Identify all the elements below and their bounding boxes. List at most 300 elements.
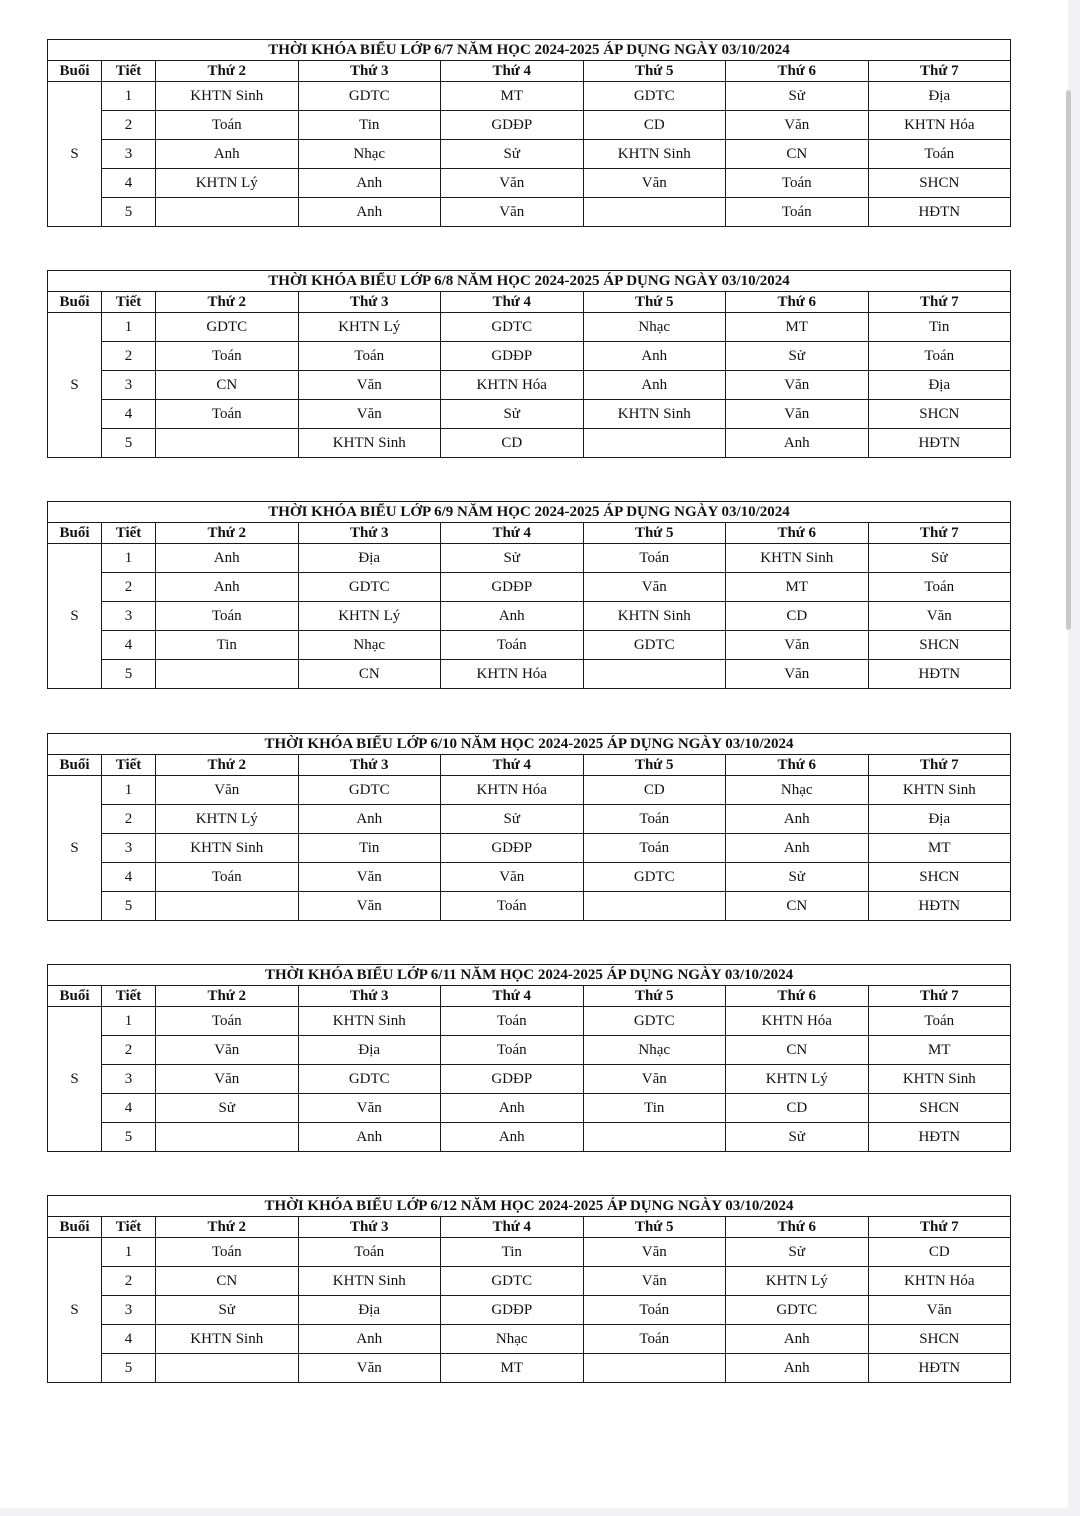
- period-cell: 4: [102, 169, 156, 198]
- table-row: [48, 631, 1011, 660]
- table-row: [48, 198, 1011, 227]
- period-cell: 1: [102, 776, 156, 805]
- subject-cell: Anh: [726, 805, 869, 834]
- subject-cell: Anh: [583, 371, 726, 400]
- subject-cell: CN: [726, 140, 869, 169]
- subject-cell: KHTN Sinh: [298, 429, 441, 458]
- header-row: [48, 292, 1011, 313]
- subject-cell: Tin: [156, 631, 299, 660]
- header-day: Thứ 3: [298, 1217, 441, 1238]
- header-day: Thứ 6: [726, 292, 869, 313]
- period-cell: 5: [102, 660, 156, 689]
- subject-cell: Anh: [298, 1325, 441, 1354]
- subject-cell: Toán: [298, 342, 441, 371]
- header-day: Thứ 5: [583, 61, 726, 82]
- subject-cell: Anh: [726, 429, 869, 458]
- subject-cell: Địa: [868, 805, 1011, 834]
- session-cell: S: [48, 544, 102, 689]
- period-cell: 3: [102, 1296, 156, 1325]
- subject-cell: Anh: [726, 1354, 869, 1383]
- header-day: Thứ 3: [298, 523, 441, 544]
- subject-cell: Toán: [583, 544, 726, 573]
- subject-cell: MT: [441, 82, 584, 111]
- period-cell: 2: [102, 111, 156, 140]
- subject-cell: Toán: [441, 892, 584, 921]
- header-day: Thứ 5: [583, 755, 726, 776]
- header-day: Thứ 3: [298, 986, 441, 1007]
- header-day: Thứ 2: [156, 523, 299, 544]
- timetable-title: THỜI KHÓA BIỂU LỚP 6/7 NĂM HỌC 2024-2025 ÁP DỤNG NGÀY 03/10/2024: [48, 40, 1011, 61]
- subject-cell: Anh: [441, 1094, 584, 1123]
- session-cell: S: [48, 1238, 102, 1383]
- subject-cell: SHCN: [868, 1325, 1011, 1354]
- header-day: Thứ 2: [156, 292, 299, 313]
- subject-cell: CN: [156, 371, 299, 400]
- table-row: [48, 1354, 1011, 1383]
- subject-cell: Anh: [726, 1325, 869, 1354]
- subject-cell: CN: [298, 660, 441, 689]
- subject-cell: Địa: [868, 82, 1011, 111]
- subject-cell: GDĐP: [441, 1296, 584, 1325]
- table-row: [48, 400, 1011, 429]
- header-row: [48, 986, 1011, 1007]
- subject-cell: GDTC: [726, 1296, 869, 1325]
- subject-cell: [156, 198, 299, 227]
- period-cell: 5: [102, 1354, 156, 1383]
- subject-cell: HĐTN: [868, 660, 1011, 689]
- period-cell: 5: [102, 198, 156, 227]
- subject-cell: GDĐP: [441, 111, 584, 140]
- subject-cell: Văn: [583, 1267, 726, 1296]
- header-day: Thứ 5: [583, 986, 726, 1007]
- subject-cell: Anh: [441, 1123, 584, 1152]
- subject-cell: Toán: [868, 342, 1011, 371]
- subject-cell: GDTC: [298, 82, 441, 111]
- subject-cell: [583, 892, 726, 921]
- subject-cell: SHCN: [868, 169, 1011, 198]
- vertical-scrollbar[interactable]: [1066, 90, 1071, 630]
- subject-cell: Anh: [156, 573, 299, 602]
- subject-cell: [583, 1354, 726, 1383]
- subject-cell: Sử: [441, 544, 584, 573]
- subject-cell: Văn: [583, 169, 726, 198]
- subject-cell: Toán: [156, 400, 299, 429]
- table-row: [48, 1296, 1011, 1325]
- subject-cell: Toán: [868, 573, 1011, 602]
- header-day: Thứ 6: [726, 523, 869, 544]
- subject-cell: GDTC: [441, 1267, 584, 1296]
- subject-cell: Tin: [298, 834, 441, 863]
- header-day: Thứ 7: [868, 292, 1011, 313]
- header-day: Thứ 4: [441, 523, 584, 544]
- session-cell: S: [48, 82, 102, 227]
- subject-cell: HĐTN: [868, 429, 1011, 458]
- subject-cell: Toán: [441, 1036, 584, 1065]
- subject-cell: Văn: [726, 400, 869, 429]
- header-session: Buổi: [48, 986, 102, 1007]
- table-row: [48, 660, 1011, 689]
- subject-cell: Văn: [726, 111, 869, 140]
- header-day: Thứ 2: [156, 986, 299, 1007]
- subject-cell: Anh: [726, 834, 869, 863]
- subject-cell: Toán: [583, 834, 726, 863]
- header-period: Tiết: [102, 755, 156, 776]
- subject-cell: Anh: [441, 602, 584, 631]
- subject-cell: [583, 1123, 726, 1152]
- subject-cell: Địa: [868, 371, 1011, 400]
- subject-cell: Toán: [583, 1325, 726, 1354]
- header-day: Thứ 2: [156, 755, 299, 776]
- subject-cell: [156, 892, 299, 921]
- subject-cell: GDĐP: [441, 1065, 584, 1094]
- header-day: Thứ 4: [441, 986, 584, 1007]
- subject-cell: Nhạc: [726, 776, 869, 805]
- table-row: [48, 1036, 1011, 1065]
- subject-cell: KHTN Hóa: [726, 1007, 869, 1036]
- header-day: Thứ 5: [583, 292, 726, 313]
- table-row: [48, 82, 1011, 111]
- period-cell: 3: [102, 602, 156, 631]
- subject-cell: Văn: [156, 1036, 299, 1065]
- subject-cell: Nhạc: [583, 313, 726, 342]
- subject-cell: Toán: [583, 805, 726, 834]
- header-session: Buổi: [48, 1217, 102, 1238]
- header-row: [48, 523, 1011, 544]
- table-row: [48, 863, 1011, 892]
- subject-cell: Sử: [868, 544, 1011, 573]
- table-row: [48, 805, 1011, 834]
- table-row: [48, 169, 1011, 198]
- subject-cell: Toán: [156, 863, 299, 892]
- subject-cell: CD: [441, 429, 584, 458]
- header-day: Thứ 5: [583, 523, 726, 544]
- header-period: Tiết: [102, 292, 156, 313]
- header-day: Thứ 7: [868, 1217, 1011, 1238]
- subject-cell: Văn: [298, 892, 441, 921]
- subject-cell: KHTN Lý: [726, 1065, 869, 1094]
- header-row: [48, 755, 1011, 776]
- subject-cell: SHCN: [868, 1094, 1011, 1123]
- subject-cell: Sử: [726, 342, 869, 371]
- subject-cell: Nhạc: [583, 1036, 726, 1065]
- subject-cell: Văn: [298, 1094, 441, 1123]
- period-cell: 4: [102, 1094, 156, 1123]
- subject-cell: SHCN: [868, 400, 1011, 429]
- subject-cell: Văn: [156, 1065, 299, 1094]
- table-row: [48, 776, 1011, 805]
- subject-cell: KHTN Hóa: [441, 660, 584, 689]
- subject-cell: Anh: [298, 169, 441, 198]
- timetable-title: THỜI KHÓA BIỂU LỚP 6/8 NĂM HỌC 2024-2025 ÁP DỤNG NGÀY 03/10/2024: [48, 271, 1011, 292]
- subject-cell: Địa: [298, 1296, 441, 1325]
- header-day: Thứ 6: [726, 755, 869, 776]
- subject-cell: Toán: [298, 1238, 441, 1267]
- subject-cell: Tin: [868, 313, 1011, 342]
- subject-cell: GDĐP: [441, 573, 584, 602]
- subject-cell: Văn: [441, 198, 584, 227]
- header-day: Thứ 4: [441, 292, 584, 313]
- header-day: Thứ 2: [156, 1217, 299, 1238]
- session-cell: S: [48, 776, 102, 921]
- subject-cell: CD: [726, 1094, 869, 1123]
- subject-cell: GDTC: [583, 631, 726, 660]
- table-row: [48, 1065, 1011, 1094]
- header-day: Thứ 6: [726, 986, 869, 1007]
- period-cell: 1: [102, 82, 156, 111]
- subject-cell: SHCN: [868, 863, 1011, 892]
- subject-cell: KHTN Sinh: [156, 1325, 299, 1354]
- subject-cell: CD: [726, 602, 869, 631]
- subject-cell: KHTN Lý: [298, 602, 441, 631]
- header-session: Buổi: [48, 523, 102, 544]
- subject-cell: HĐTN: [868, 198, 1011, 227]
- subject-cell: Anh: [583, 342, 726, 371]
- subject-cell: Nhạc: [298, 631, 441, 660]
- subject-cell: Anh: [298, 198, 441, 227]
- subject-cell: Toán: [156, 342, 299, 371]
- subject-cell: Toán: [868, 140, 1011, 169]
- subject-cell: Nhạc: [298, 140, 441, 169]
- subject-cell: Anh: [298, 805, 441, 834]
- subject-cell: Văn: [583, 1065, 726, 1094]
- table-row: [48, 1238, 1011, 1267]
- subject-cell: [156, 660, 299, 689]
- period-cell: 1: [102, 1238, 156, 1267]
- timetable-title: THỜI KHÓA BIỂU LỚP 6/9 NĂM HỌC 2024-2025 ÁP DỤNG NGÀY 03/10/2024: [48, 502, 1011, 523]
- header-day: Thứ 7: [868, 755, 1011, 776]
- table-row: [48, 429, 1011, 458]
- subject-cell: Văn: [583, 1238, 726, 1267]
- table-row: [48, 1325, 1011, 1354]
- subject-cell: KHTN Sinh: [298, 1007, 441, 1036]
- timetable: [47, 733, 1011, 921]
- table-row: [48, 573, 1011, 602]
- subject-cell: GDTC: [441, 313, 584, 342]
- subject-cell: Văn: [156, 776, 299, 805]
- table-row: [48, 1267, 1011, 1296]
- table-row: [48, 313, 1011, 342]
- period-cell: 4: [102, 400, 156, 429]
- session-cell: S: [48, 1007, 102, 1152]
- subject-cell: KHTN Sinh: [868, 776, 1011, 805]
- period-cell: 4: [102, 1325, 156, 1354]
- subject-cell: CD: [583, 111, 726, 140]
- header-period: Tiết: [102, 1217, 156, 1238]
- subject-cell: MT: [868, 834, 1011, 863]
- subject-cell: GDĐP: [441, 834, 584, 863]
- subject-cell: [156, 1354, 299, 1383]
- subject-cell: HĐTN: [868, 892, 1011, 921]
- period-cell: 4: [102, 863, 156, 892]
- subject-cell: Toán: [868, 1007, 1011, 1036]
- subject-cell: Toán: [726, 198, 869, 227]
- subject-cell: [156, 1123, 299, 1152]
- period-cell: 2: [102, 573, 156, 602]
- timetable-title: THỜI KHÓA BIỂU LỚP 6/11 NĂM HỌC 2024-2025 ÁP DỤNG NGÀY 03/10/2024: [48, 965, 1011, 986]
- header-day: Thứ 6: [726, 1217, 869, 1238]
- subject-cell: KHTN Sinh: [726, 544, 869, 573]
- subject-cell: Anh: [298, 1123, 441, 1152]
- subject-cell: MT: [441, 1354, 584, 1383]
- subject-cell: CD: [868, 1238, 1011, 1267]
- header-day: Thứ 4: [441, 61, 584, 82]
- subject-cell: GDTC: [298, 776, 441, 805]
- subject-cell: Sử: [441, 805, 584, 834]
- subject-cell: HĐTN: [868, 1354, 1011, 1383]
- subject-cell: Địa: [298, 1036, 441, 1065]
- subject-cell: GDTC: [583, 863, 726, 892]
- subject-cell: KHTN Lý: [726, 1267, 869, 1296]
- header-session: Buổi: [48, 61, 102, 82]
- subject-cell: Toán: [156, 1238, 299, 1267]
- subject-cell: GDTC: [298, 1065, 441, 1094]
- header-session: Buổi: [48, 292, 102, 313]
- period-cell: 3: [102, 1065, 156, 1094]
- subject-cell: Văn: [868, 1296, 1011, 1325]
- subject-cell: GDĐP: [441, 342, 584, 371]
- header-day: Thứ 3: [298, 292, 441, 313]
- subject-cell: CN: [156, 1267, 299, 1296]
- subject-cell: [156, 429, 299, 458]
- subject-cell: MT: [726, 573, 869, 602]
- subject-cell: Sử: [441, 140, 584, 169]
- header-row: [48, 61, 1011, 82]
- header-day: Thứ 4: [441, 755, 584, 776]
- subject-cell: KHTN Hóa: [441, 776, 584, 805]
- period-cell: 2: [102, 1267, 156, 1296]
- subject-cell: Tin: [583, 1094, 726, 1123]
- subject-cell: Văn: [583, 573, 726, 602]
- timetable: [47, 1195, 1011, 1383]
- subject-cell: Văn: [298, 1354, 441, 1383]
- header-period: Tiết: [102, 61, 156, 82]
- subject-cell: Tin: [298, 111, 441, 140]
- header-period: Tiết: [102, 986, 156, 1007]
- period-cell: 5: [102, 429, 156, 458]
- subject-cell: GDTC: [583, 82, 726, 111]
- subject-cell: Toán: [726, 169, 869, 198]
- subject-cell: KHTN Lý: [156, 169, 299, 198]
- header-day: Thứ 6: [726, 61, 869, 82]
- subject-cell: HĐTN: [868, 1123, 1011, 1152]
- subject-cell: Sử: [441, 400, 584, 429]
- table-row: [48, 140, 1011, 169]
- subject-cell: Toán: [441, 1007, 584, 1036]
- timetable-title: THỜI KHÓA BIỂU LỚP 6/12 NĂM HỌC 2024-2025 ÁP DỤNG NGÀY 03/10/2024: [48, 1196, 1011, 1217]
- table-row: [48, 371, 1011, 400]
- subject-cell: GDTC: [156, 313, 299, 342]
- subject-cell: MT: [726, 313, 869, 342]
- subject-cell: Anh: [156, 544, 299, 573]
- subject-cell: Văn: [868, 602, 1011, 631]
- period-cell: 5: [102, 1123, 156, 1152]
- period-cell: 5: [102, 892, 156, 921]
- timetable: [47, 39, 1011, 227]
- timetable-title: THỜI KHÓA BIỂU LỚP 6/10 NĂM HỌC 2024-2025 ÁP DỤNG NGÀY 03/10/2024: [48, 734, 1011, 755]
- period-cell: 1: [102, 1007, 156, 1036]
- period-cell: 3: [102, 834, 156, 863]
- subject-cell: Sử: [156, 1094, 299, 1123]
- subject-cell: GDTC: [298, 573, 441, 602]
- table-row: [48, 602, 1011, 631]
- subject-cell: Toán: [156, 111, 299, 140]
- subject-cell: CN: [726, 892, 869, 921]
- period-cell: 3: [102, 140, 156, 169]
- subject-cell: Sử: [726, 1123, 869, 1152]
- header-day: Thứ 2: [156, 61, 299, 82]
- timetable: [47, 964, 1011, 1152]
- subject-cell: Toán: [156, 1007, 299, 1036]
- subject-cell: Toán: [583, 1296, 726, 1325]
- subject-cell: Sử: [726, 82, 869, 111]
- subject-cell: KHTN Sinh: [156, 834, 299, 863]
- table-row: [48, 1007, 1011, 1036]
- period-cell: 2: [102, 342, 156, 371]
- subject-cell: [583, 198, 726, 227]
- subject-cell: KHTN Hóa: [868, 111, 1011, 140]
- subject-cell: Văn: [441, 863, 584, 892]
- table-row: [48, 892, 1011, 921]
- subject-cell: Tin: [441, 1238, 584, 1267]
- subject-cell: KHTN Lý: [156, 805, 299, 834]
- subject-cell: Văn: [441, 169, 584, 198]
- subject-cell: Sử: [726, 863, 869, 892]
- header-day: Thứ 5: [583, 1217, 726, 1238]
- subject-cell: Anh: [156, 140, 299, 169]
- session-cell: S: [48, 313, 102, 458]
- table-row: [48, 1094, 1011, 1123]
- table-row: [48, 111, 1011, 140]
- subject-cell: KHTN Sinh: [156, 82, 299, 111]
- subject-cell: Văn: [726, 660, 869, 689]
- header-period: Tiết: [102, 523, 156, 544]
- subject-cell: Văn: [726, 631, 869, 660]
- subject-cell: Địa: [298, 544, 441, 573]
- subject-cell: KHTN Sinh: [298, 1267, 441, 1296]
- subject-cell: KHTN Hóa: [868, 1267, 1011, 1296]
- header-day: Thứ 7: [868, 986, 1011, 1007]
- subject-cell: Sử: [726, 1238, 869, 1267]
- table-row: [48, 834, 1011, 863]
- header-day: Thứ 3: [298, 61, 441, 82]
- header-row: [48, 1217, 1011, 1238]
- period-cell: 1: [102, 544, 156, 573]
- subject-cell: CN: [726, 1036, 869, 1065]
- table-row: [48, 342, 1011, 371]
- subject-cell: MT: [868, 1036, 1011, 1065]
- subject-cell: KHTN Sinh: [583, 602, 726, 631]
- subject-cell: [583, 429, 726, 458]
- subject-cell: Sử: [156, 1296, 299, 1325]
- period-cell: 2: [102, 805, 156, 834]
- header-day: Thứ 7: [868, 61, 1011, 82]
- period-cell: 4: [102, 631, 156, 660]
- timetable: [47, 501, 1011, 689]
- period-cell: 2: [102, 1036, 156, 1065]
- subject-cell: KHTN Sinh: [583, 400, 726, 429]
- subject-cell: KHTN Sinh: [868, 1065, 1011, 1094]
- subject-cell: [583, 660, 726, 689]
- header-day: Thứ 3: [298, 755, 441, 776]
- subject-cell: KHTN Hóa: [441, 371, 584, 400]
- header-day: Thứ 7: [868, 523, 1011, 544]
- subject-cell: Văn: [298, 400, 441, 429]
- header-day: Thứ 4: [441, 1217, 584, 1238]
- period-cell: 3: [102, 371, 156, 400]
- subject-cell: Toán: [441, 631, 584, 660]
- subject-cell: KHTN Sinh: [583, 140, 726, 169]
- timetable: [47, 270, 1011, 458]
